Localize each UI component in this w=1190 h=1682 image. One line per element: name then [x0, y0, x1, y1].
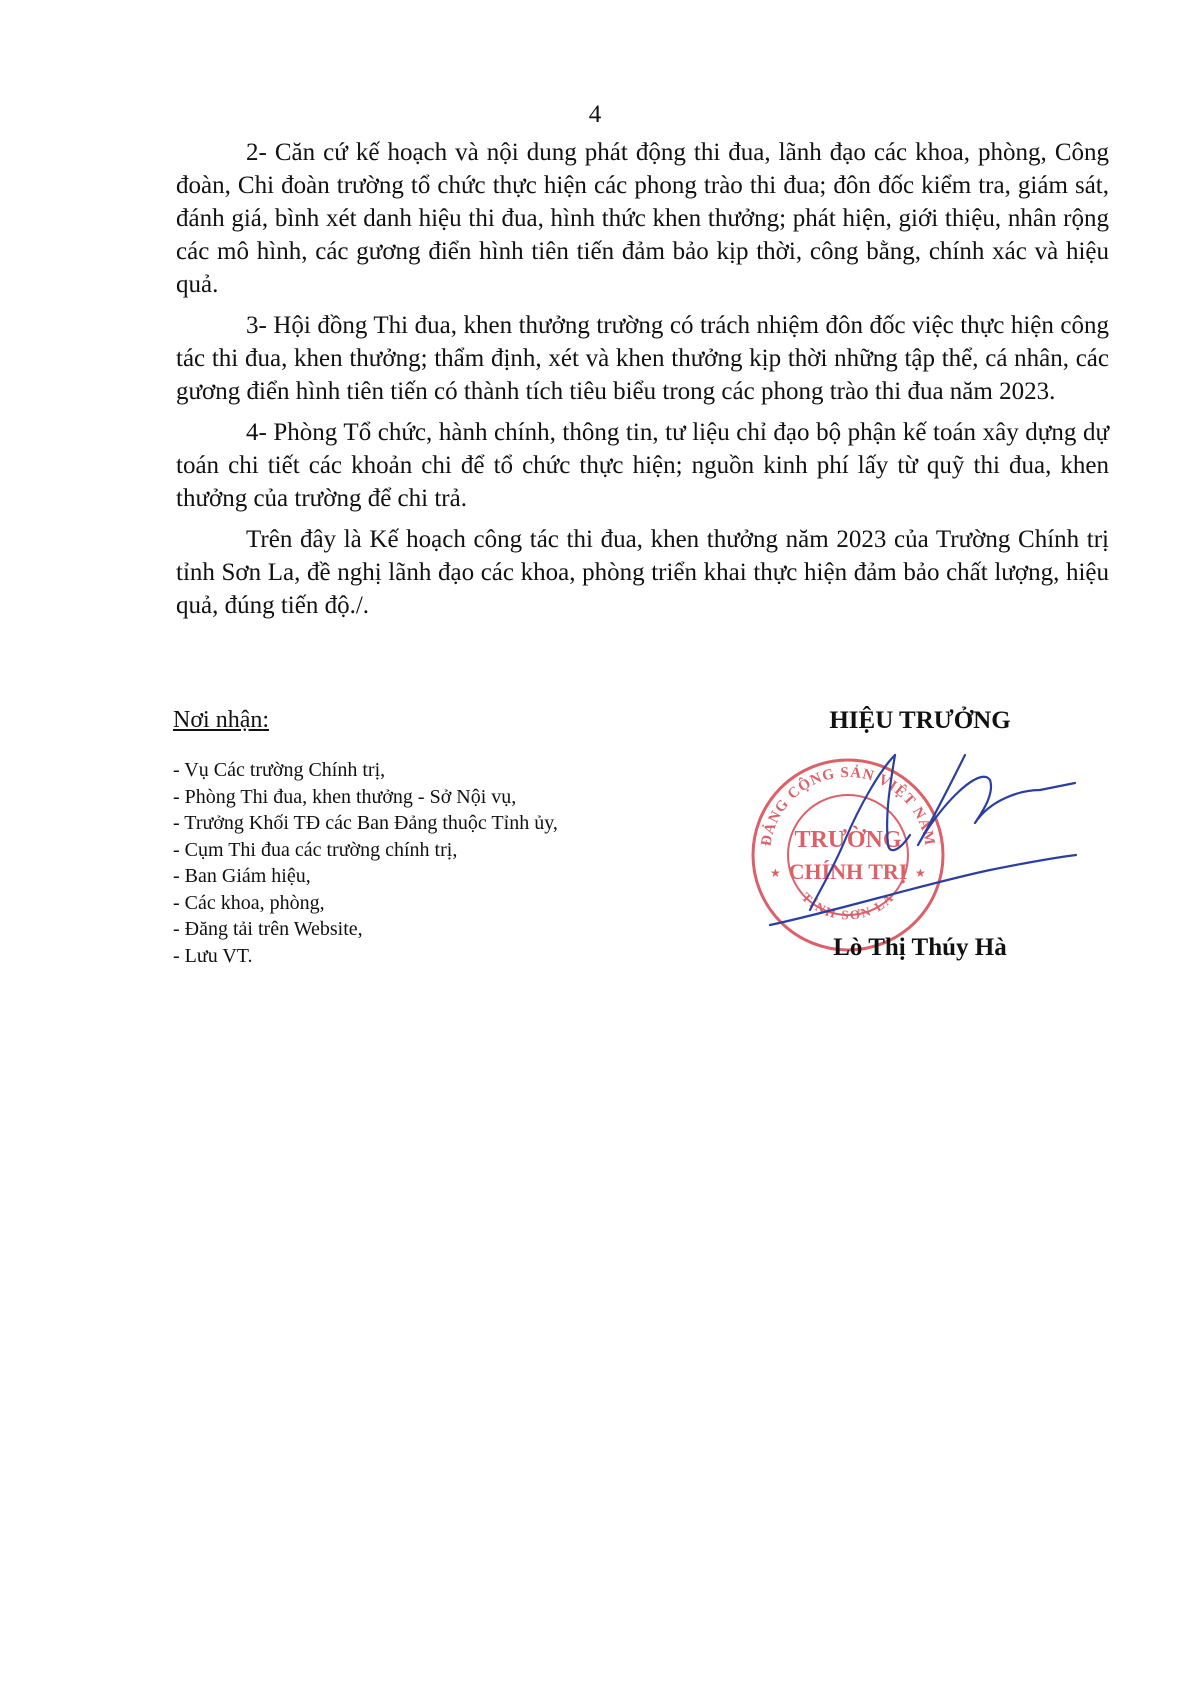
recipient-item: - Các khoa, phòng,: [173, 891, 325, 914]
recipient-item: - Trưởng Khối TĐ các Ban Đảng thuộc Tỉnh ủy,: [173, 812, 558, 834]
paragraph-2: 2- Căn cứ kế hoạch và nội dung phát động thi đua, lãnh đạo các khoa, phòng, Công đoàn, Chi đoàn trường tổ chức thực hiện các phong trào thi đua; đôn đốc kiểm tra, giám sát, đánh giá, bình xét danh hiệu thi đua, hình thức khen thưởng; phát hiện, giới thiệu, nhân rộng các mô hình, các gương điển hình tiên tiến đảm bảo kịp thời, công bằng, chính xác và hiệu quả.: [176, 139, 1109, 298]
recipients-title-colon: :: [262, 707, 270, 733]
seal-bottom-text: TỈNH SƠN LA: [798, 889, 898, 923]
recipient-list: [173, 757, 693, 969]
recipient-item: - Cụm Thi đua các trường chính trị,: [173, 838, 458, 861]
recipients-title: [173, 705, 693, 735]
signature-block: [740, 705, 1100, 975]
seal-star-right: ★: [915, 866, 926, 880]
seal-center-line-1: TRƯỜNG: [794, 827, 902, 853]
document-body: [176, 136, 1109, 630]
signer-title: HIỆU TRƯỞNG: [829, 707, 1011, 734]
closing-paragraph: Trên đây là Kế hoạch công tác thi đua, khen thưởng năm 2023 của Trường Chính trị tỉnh Sơn La, đề nghị lãnh đạo các khoa, phòng triển khai thực hiện đảm bảo chất lượng, hiệu quả, đúng tiến độ./.: [176, 526, 1109, 619]
handwritten-signature: [740, 745, 1160, 945]
recipients-block: [173, 705, 693, 969]
seal-center-line-2: CHÍNH TRỊ: [788, 859, 908, 884]
recipient-item: - Ban Giám hiệu,: [173, 865, 311, 887]
page-number: 4: [588, 101, 602, 128]
seal-star-left: ★: [770, 866, 781, 880]
paragraph-3: 3- Hội đồng Thi đua, khen thưởng trường có trách nhiệm đôn đốc việc thực hiện công tác thi đua, khen thưởng; thẩm định, xét và khen thưởng kịp thời những tập thể, cá nhân, các gương điển hình tiên tiến có thành tích tiêu biểu trong các phong trào thi đua năm 2023.: [176, 312, 1109, 405]
recipient-item: - Vụ Các trường Chính trị,: [173, 759, 386, 781]
signer-name: Lò Thị Thúy Hà: [833, 934, 1007, 961]
recipient-item: - Phòng Thi đua, khen thưởng - Sở Nội vụ,: [173, 785, 517, 808]
paragraph-4: 4- Phòng Tổ chức, hành chính, thông tin, tư liệu chỉ đạo bộ phận kế toán xây dựng dự toán chi tiết các khoản chi để tổ chức thực hiện; nguồn kinh phí lấy từ quỹ thi đua, khen thưởng của trường để chi trả.: [176, 419, 1109, 512]
seal-ring-text: ĐẢNG CỘNG SẢN VIỆT NAM: [758, 764, 938, 848]
recipient-item: - Đăng tải trên Website,: [173, 918, 363, 940]
recipients-title-text: Nơi nhận: [173, 707, 263, 733]
recipient-item: - Lưu VT.: [173, 944, 253, 967]
